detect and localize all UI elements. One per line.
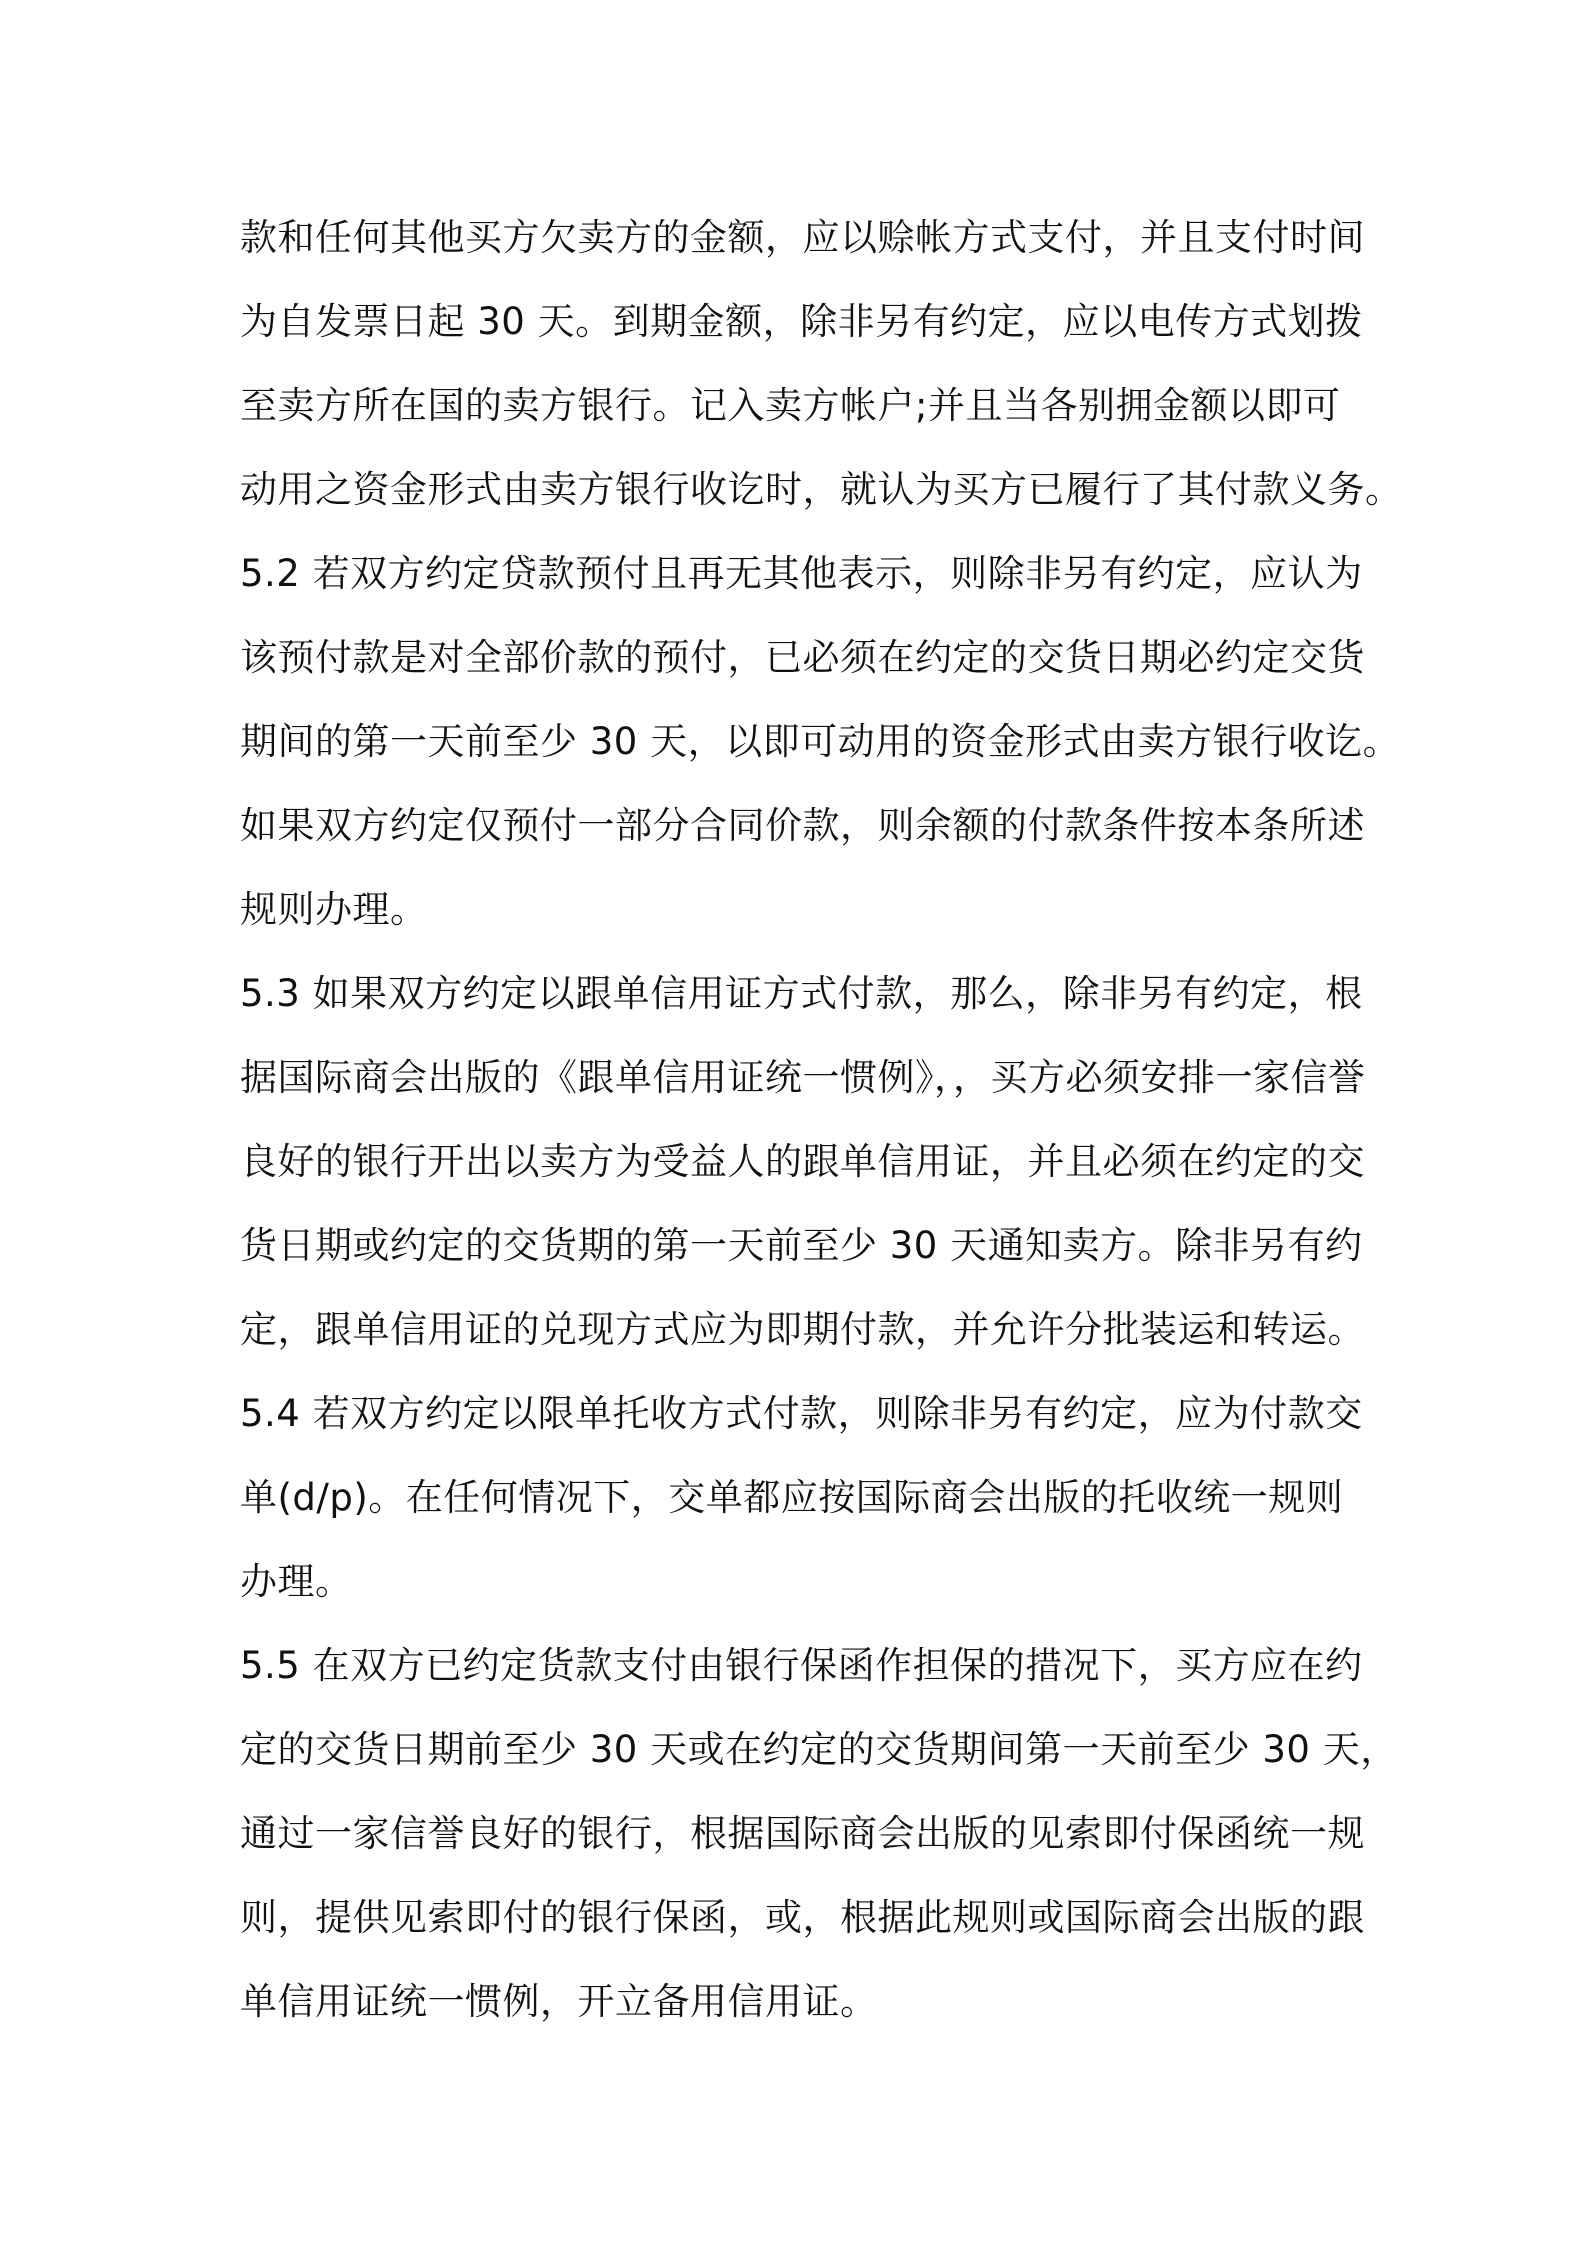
text-line: 5.5 在双方已约定货款支付由银行保函作担保的措况下，买方应在约 xyxy=(240,1644,1363,1687)
text-line: 单(d/p)。在任何情况下，交单都应按国际商会出版的托收统一规则 xyxy=(240,1476,1344,1519)
text-line: 款和任何其他买方欠卖方的金额，应以赊帐方式支付，并且支付时间 xyxy=(240,216,1365,259)
text-line: 动用之资金形式由卖方银行收讫时，就认为买方已履行了其付款义务。 xyxy=(240,468,1403,511)
text-line: 通过一家信誉良好的银行，根据国际商会出版的见索即付保函统一规 xyxy=(240,1812,1365,1855)
text-line: 期间的第一天前至少 30 天，以即可动用的资金形式由卖方银行收讫。 xyxy=(240,720,1401,763)
text-line: 定，跟单信用证的兑现方式应为即期付款，并允许分批装运和转运。 xyxy=(240,1308,1365,1351)
text-line: 办理。 xyxy=(240,1560,353,1603)
text-line: 为自发票日起 30 天。到期金额，除非另有约定，应以电传方式划拨 xyxy=(240,300,1363,343)
text-line: 至卖方所在国的卖方银行。记入卖方帐户;并且当各别拥金额以即可 xyxy=(240,384,1341,427)
text-line: 规则办理。 xyxy=(240,888,428,931)
document-body xyxy=(240,196,1403,2044)
text-line: 良好的银行开出以卖方为受益人的跟单信用证，并且必须在约定的交 xyxy=(240,1140,1365,1183)
text-line: 5.4 若双方约定以限单托收方式付款，则除非另有约定，应为付款交 xyxy=(240,1392,1363,1435)
text-line: 该预付款是对全部价款的预付，已必须在约定的交货日期必约定交货 xyxy=(240,636,1365,679)
text-line: 则，提供见索即付的银行保函，或，根据此规则或国际商会出版的跟 xyxy=(240,1896,1365,1939)
text-line: 货日期或约定的交货期的第一天前至少 30 天通知卖方。除非另有约 xyxy=(240,1224,1363,1267)
text-line: 定的交货日期前至少 30 天或在约定的交货期间第一天前至少 30 天， xyxy=(240,1728,1398,1771)
text-line: 5.3 如果双方约定以跟单信用证方式付款，那么，除非另有约定，根 xyxy=(240,972,1363,1015)
text-line: 如果双方约定仅预付一部分合同价款，则余额的付款条件按本条所述 xyxy=(240,804,1365,847)
text-line: 单信用证统一惯例，开立备用信用证。 xyxy=(240,1980,878,2023)
text-line: 5.2 若双方约定贷款预付且再无其他表示，则除非另有约定，应认为 xyxy=(240,552,1363,595)
text-line: 据国际商会出版的《跟单信用证统一惯例》，，买方必须安排一家信誉 xyxy=(240,1056,1366,1099)
